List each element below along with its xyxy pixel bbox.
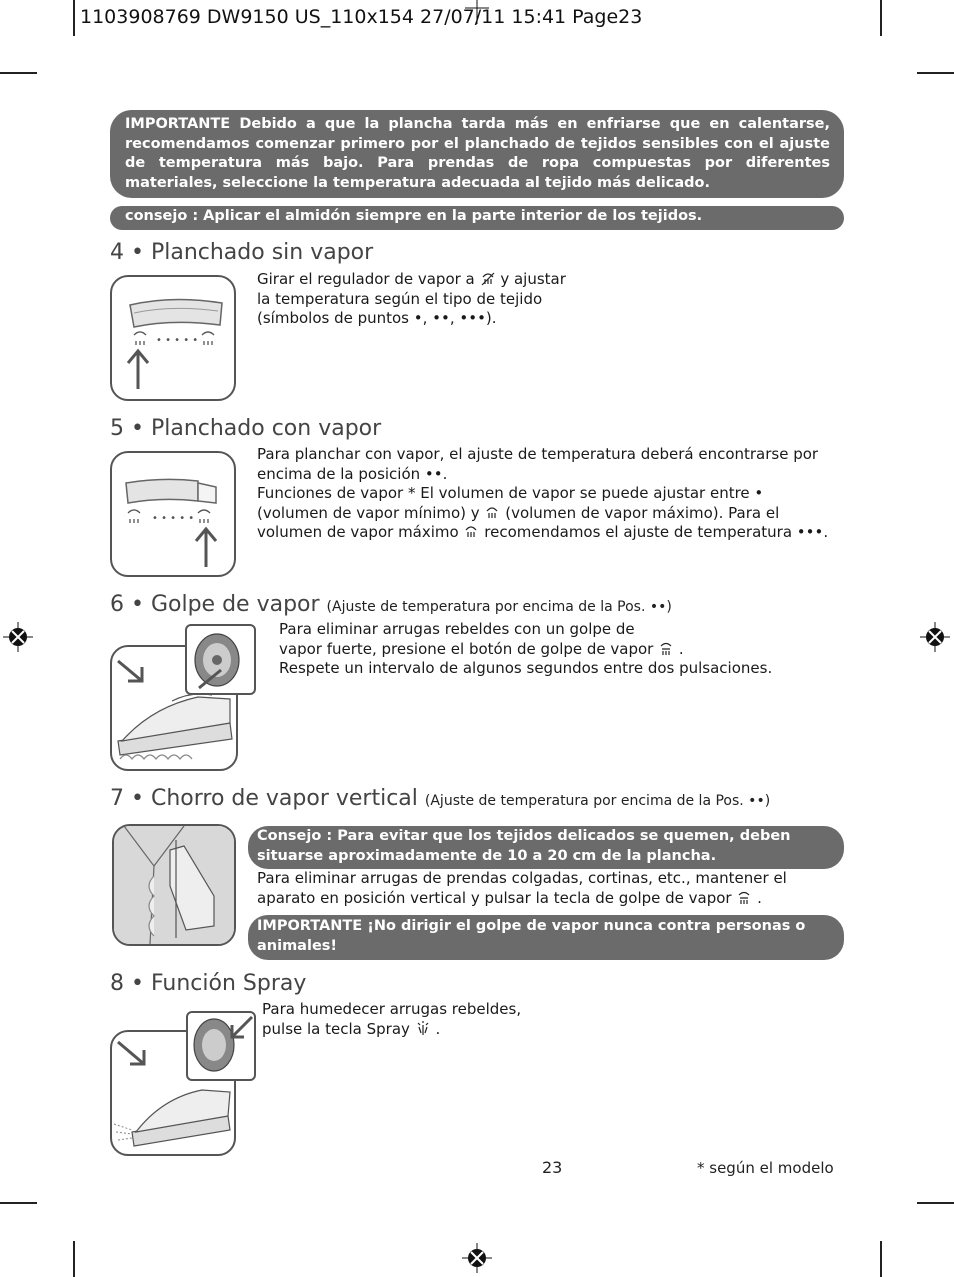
shot-of-steam-icon [736,890,752,906]
crop-mark [917,1202,954,1204]
section6-detail [185,624,256,695]
steam-off-icon [480,271,496,287]
page-number: 23 [542,1158,563,1177]
section6-title: 6 • Golpe de vapor (Ajuste de temperatura por encima de la Pos. ••) [110,592,672,617]
svg-text:• • • • •: • • • • • [156,335,199,346]
section5-text: Para planchar con vapor, el ajuste de temperatura deberá encontrarse por encima de la posición ••. Funciones de vapor * El volumen de vapor se puede ajustar entre • (volumen de vapor mínimo) y (volumen de vapor máximo). Para el volumen de vapor máximo recomendamos el ajuste de temperatura •••. [257,445,829,542]
vertical-steam-illustration [114,826,234,944]
crop-mark [73,1241,75,1277]
section7-subtitle: (Ajuste de temperatura por encima de la Pos. ••) [424,793,771,809]
section7-text: Para eliminar arrugas de prendas colgadas, cortinas, etc., mantener el aparato en posición vertical y pulsar la tecla de golpe de vapor . [257,869,787,907]
important-notice [110,110,844,198]
steam-dial-illustration [112,277,234,399]
section8-title: 8 • Función Spray [110,971,307,996]
section7-illustration [112,824,236,946]
steam-dial-max-illustration [112,453,234,575]
footnote: * según el modelo [697,1159,834,1177]
section7-tip: Consejo : Para evitar que los tejidos delicados se quemen, deben situarse aproximadamente de 10 a 20 cm de la plancha. [248,826,844,869]
tip-text: consejo : Aplicar el almidón siempre en la parte interior de los tejidos. [125,208,703,224]
section5-illustration [110,451,236,577]
section7-title: 7 • Chorro de vapor vertical (Ajuste de temperatura por encima de la Pos. ••) [110,786,771,811]
section5-title: 5 • Planchado con vapor [110,416,382,441]
important-text: Debido a que la plancha tarda más en enfriarse que en calentarse, recomendamos comenzar primero por el planchado de tejidos sensibles con el ajuste de temperatura más bajo. Para prendas de ropa compuestas por diferentes materiales, seleccione la temperatura adecuada al tejido más delicado. [125,116,830,191]
section4-text: Girar el regulador de vapor a y ajustar la temperatura según el tipo de tejido (símbolos de puntos •, ••, •••). [257,270,566,328]
svg-text:• • • • •: • • • • • [152,513,195,524]
crop-mark [0,1202,37,1204]
shot-of-steam-icon [658,641,674,657]
registration-mark-bottom [462,1243,492,1273]
crop-mark [917,72,954,74]
section7-warning: IMPORTANTE ¡No dirigir el golpe de vapor nunca contra personas o animales! [248,915,844,960]
section8-detail [186,1011,256,1081]
registration-mark-left [3,622,33,652]
steam-max-icon [463,524,479,540]
spray-icon [415,1021,431,1037]
crop-mark [73,0,75,36]
crop-mark [0,72,37,74]
section6-subtitle: (Ajuste de temperatura por encima de la Pos. ••) [326,599,672,615]
tip-notice [110,206,844,230]
section6-text: Para eliminar arrugas rebeldes con un golpe de vapor fuerte, presione el botón de golpe de vapor . Respete un intervalo de algunos segundos entre dos pulsaciones. [279,620,773,678]
section4-title: 4 • Planchado sin vapor [110,240,374,265]
print-slug: 1103908769 DW9150 US_110x154 27/07/11 15:41 Page23 [80,6,643,28]
steam-button-detail [187,626,254,693]
important-label: IMPORTANTE [125,116,231,132]
crop-mark [880,1241,882,1277]
spray-button-detail [188,1013,254,1079]
section8-text: Para humedecer arrugas rebeldes, pulse la tecla Spray . [262,1000,522,1038]
registration-mark-top [465,0,489,24]
crop-mark [880,0,882,36]
registration-mark-right [920,622,950,652]
section4-illustration [110,275,236,401]
steam-max-icon [484,505,500,521]
